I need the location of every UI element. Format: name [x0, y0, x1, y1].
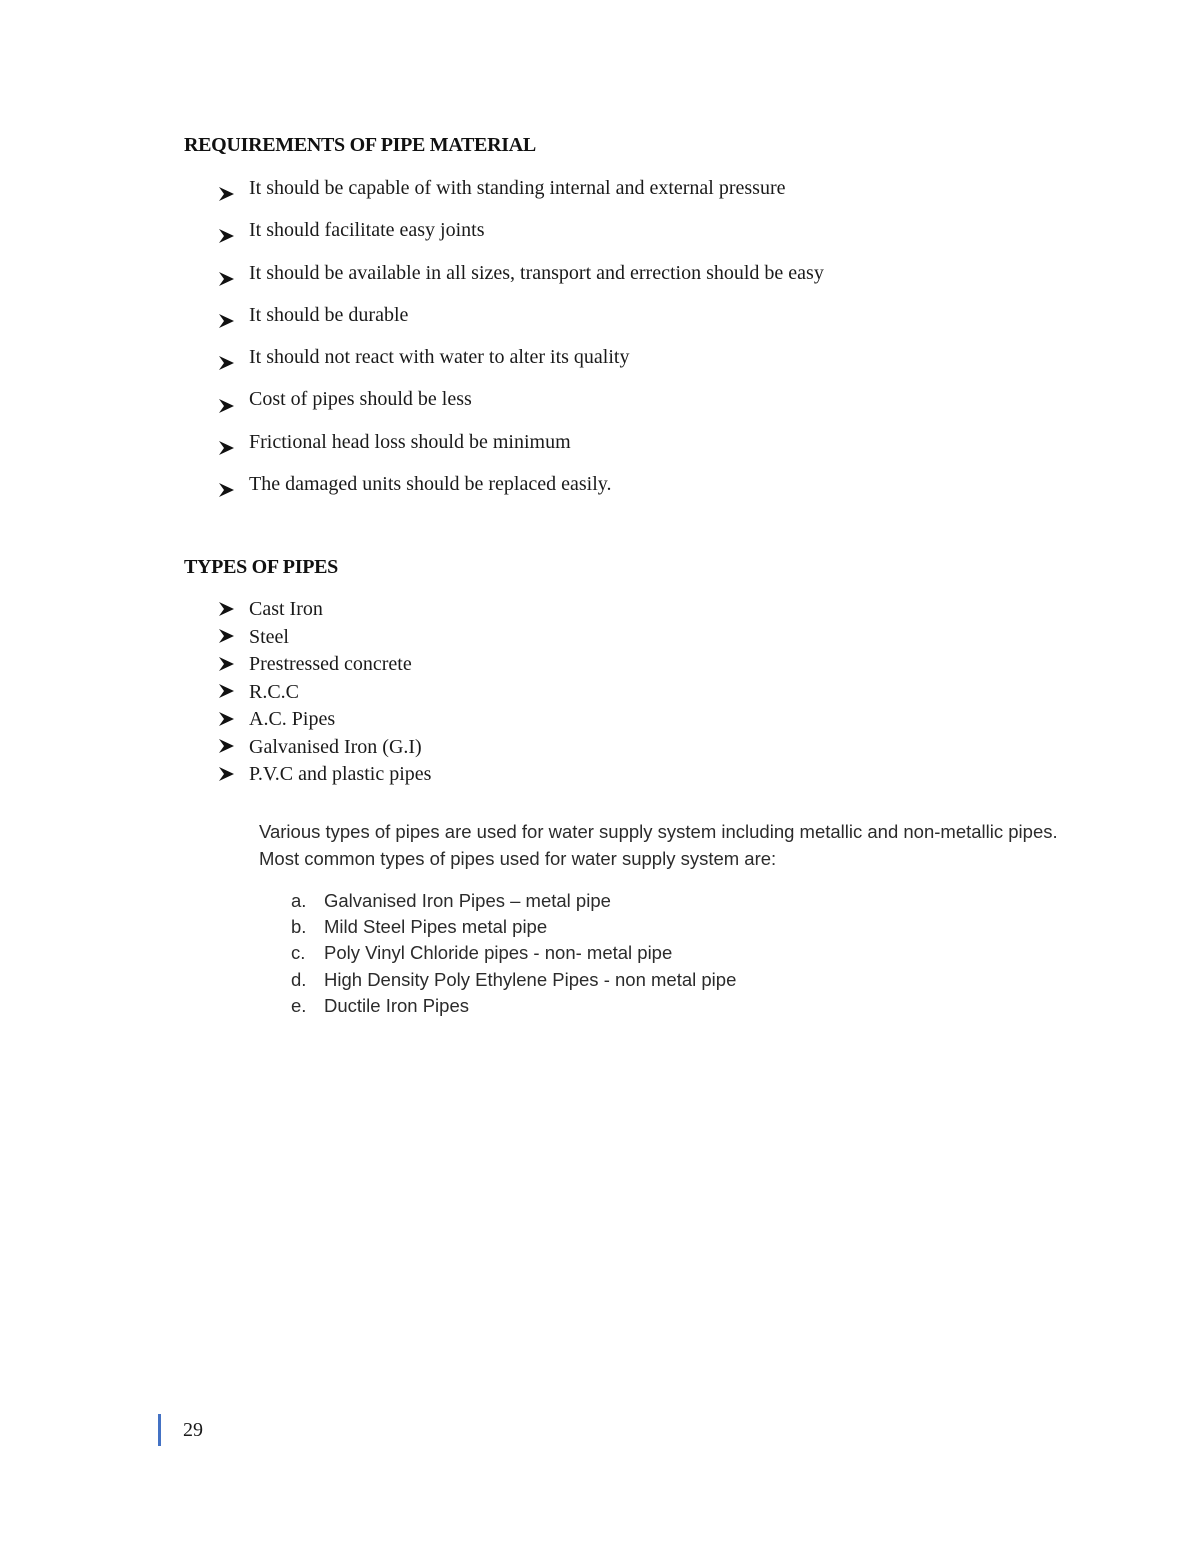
list-item — [218, 705, 431, 733]
list-marker: e. — [291, 994, 307, 1016]
list-item-text: Frictional head loss should be minimum — [249, 430, 571, 453]
arrowhead-bullet-icon — [218, 683, 235, 699]
list-item-text: It should be capable of with standing internal and external pressure — [249, 177, 786, 199]
list-item — [218, 258, 824, 300]
list-item-text: Galvanised Iron Pipes – metal pipe — [324, 890, 611, 911]
list-item-text: Cost of pipes should be less — [249, 388, 472, 411]
list-item — [218, 595, 431, 623]
list-item — [259, 967, 1089, 993]
list-item-text: Galvanised Iron (G.I) — [249, 735, 422, 758]
list-item-text: Cast Iron — [249, 598, 323, 620]
list-marker: d. — [291, 968, 307, 990]
arrowhead-bullet-icon — [218, 355, 235, 371]
list-item-text: R.C.C — [249, 680, 300, 703]
list-item-text: Poly Vinyl Chloride pipes - non- metal pipe — [324, 942, 673, 964]
list-item-text: P.V.C and plastic pipes — [249, 763, 432, 785]
list-item — [259, 888, 1089, 914]
footer-accent-bar — [158, 1414, 161, 1446]
list-item — [218, 173, 824, 215]
list-marker: c. — [291, 942, 306, 964]
embedded-text-block — [259, 818, 1089, 1019]
arrowhead-bullet-icon — [218, 186, 235, 202]
list-item-text: Prestressed concrete — [249, 653, 412, 675]
list-item — [218, 760, 431, 788]
arrowhead-bullet-icon — [218, 271, 235, 287]
list-item-text: It should facilitate easy joints — [249, 219, 485, 242]
arrowhead-bullet-icon — [218, 398, 235, 414]
list-marker: b. — [291, 916, 307, 938]
list-item-text: Ductile Iron Pipes — [324, 994, 469, 1016]
list-item — [218, 342, 824, 384]
arrowhead-bullet-icon — [218, 656, 235, 672]
list-item — [218, 469, 824, 511]
list-item-text: It should be durable — [249, 303, 409, 326]
types-heading: TYPES OF PIPES — [184, 556, 338, 578]
arrowhead-bullet-icon — [218, 628, 235, 644]
arrowhead-bullet-icon — [218, 482, 235, 498]
list-item — [218, 215, 824, 257]
list-item — [218, 678, 431, 706]
list-item-text: It should not react with water to alter its quality — [249, 346, 630, 369]
list-item — [218, 427, 824, 469]
types-list — [218, 595, 431, 788]
pipe-types-list — [259, 888, 1089, 1019]
list-item — [218, 384, 824, 426]
arrowhead-bullet-icon — [218, 766, 235, 782]
arrowhead-bullet-icon — [218, 440, 235, 456]
list-item — [218, 733, 431, 761]
list-item-text: Mild Steel Pipes metal pipe — [324, 916, 548, 938]
intro-paragraph: Various types of pipes are used for water supply system including metallic and non-metallic pipes. Most common types of pipes used for water supply system are: — [259, 821, 1058, 869]
list-item-text: It should be available in all sizes, transport and errection should be easy — [249, 261, 824, 284]
requirements-heading: REQUIREMENTS OF PIPE MATERIAL — [184, 134, 536, 156]
arrowhead-bullet-icon — [218, 228, 235, 244]
list-item — [218, 650, 431, 678]
arrowhead-bullet-icon — [218, 711, 235, 727]
arrowhead-bullet-icon — [218, 738, 235, 754]
arrowhead-bullet-icon — [218, 313, 235, 329]
list-item — [218, 623, 431, 651]
list-item-text: Steel — [249, 625, 289, 648]
page-number: 29 — [183, 1419, 203, 1441]
list-item-text: High Density Poly Ethylene Pipes - non metal pipe — [324, 968, 737, 990]
list-item-text: The damaged units should be replaced easily. — [249, 473, 612, 496]
requirements-list — [218, 173, 824, 511]
arrowhead-bullet-icon — [218, 601, 235, 617]
list-item — [259, 940, 1089, 966]
list-item — [259, 993, 1089, 1019]
list-marker: a. — [291, 890, 307, 911]
list-item — [259, 914, 1089, 940]
list-item — [218, 300, 824, 342]
list-item-text: A.C. Pipes — [249, 708, 336, 730]
